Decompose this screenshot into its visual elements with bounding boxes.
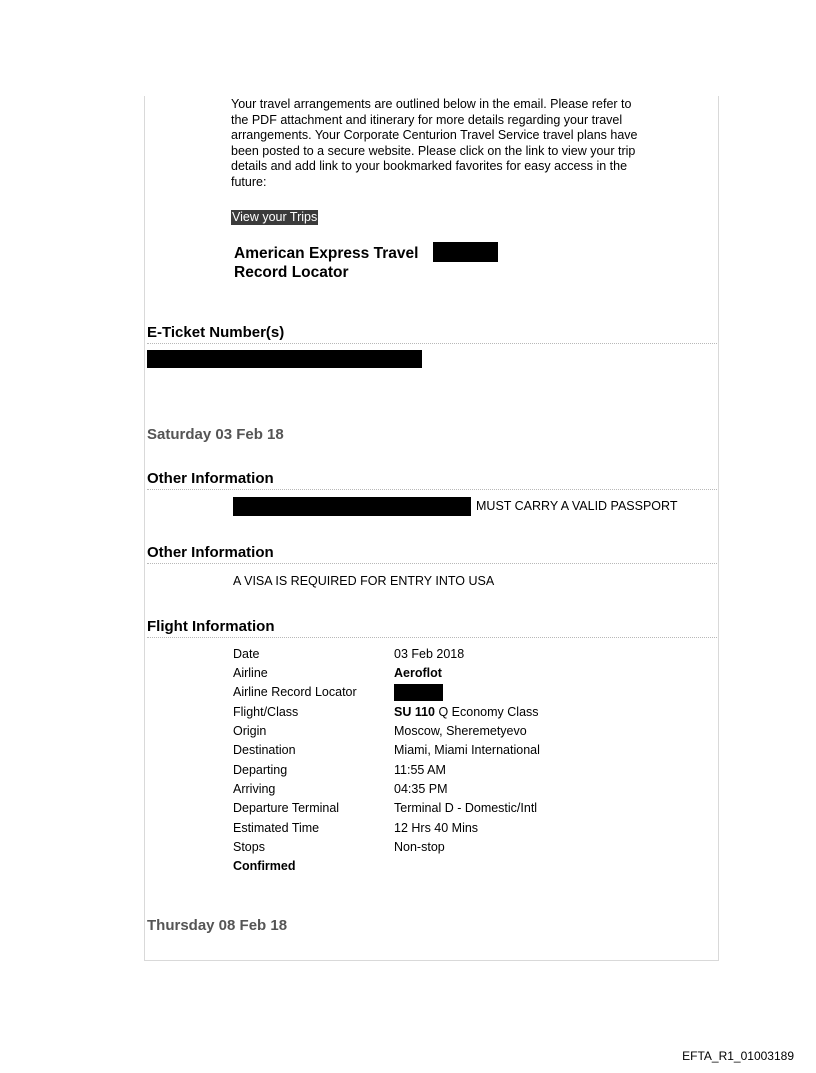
flight-row-value: 11:55 AM [394, 763, 446, 777]
airline-locator-redaction [394, 684, 443, 701]
flight-row-label: Departure Terminal [233, 801, 340, 815]
flight-row-value: Non-stop [394, 840, 445, 854]
flight-row-estimated-time [233, 819, 633, 838]
day-heading-saturday: Saturday 03 Feb 18 [147, 426, 284, 443]
eticket-heading: E-Ticket Number(s) [147, 324, 717, 344]
flight-row-label: Flight/Class [233, 705, 299, 719]
record-locator-redaction [433, 242, 498, 262]
flight-row-departing [233, 761, 633, 780]
flight-row-label: Departing [233, 763, 288, 777]
day-heading-thursday: Thursday 08 Feb 18 [147, 917, 288, 934]
passport-note: MUST CARRY A VALID PASSPORT [476, 499, 678, 513]
view-trips-link[interactable]: View your Trips [232, 210, 318, 224]
flight-row-date [233, 645, 633, 664]
flight-status-label: Confirmed [233, 859, 296, 873]
flight-row-flight-class [233, 703, 633, 722]
flight-row-value [394, 703, 539, 722]
flight-info-heading: Flight Information [147, 618, 717, 638]
record-locator-line2: Record Locator [234, 264, 349, 281]
flight-row-value: Terminal D - Domestic/Intl [394, 801, 538, 815]
flight-row-value: Moscow, Sheremetyevo [394, 724, 527, 738]
visa-note: A VISA IS REQUIRED FOR ENTRY INTO USA [233, 574, 495, 588]
flight-row-value: 04:35 PM [394, 782, 448, 796]
other-info-heading-1: Other Information [147, 470, 717, 490]
flight-row-label: Arriving [233, 782, 276, 796]
document-id: EFTA_R1_01003189 [682, 1049, 794, 1063]
flight-row-label: Airline Record Locator [233, 685, 357, 699]
flight-row-label: Origin [233, 724, 267, 738]
flight-row-destination [233, 741, 633, 760]
flight-row-departure-terminal [233, 799, 633, 818]
flight-row-label: Estimated Time [233, 821, 320, 835]
flight-row-value: Aeroflot [394, 666, 442, 680]
flight-number: SU 110 [394, 705, 436, 719]
flight-row-label: Date [233, 647, 260, 661]
eticket-number-redaction [147, 350, 422, 368]
flight-row-label: Stops [233, 840, 265, 854]
flight-class: Q Economy Class [435, 705, 539, 719]
flight-row-label: Airline [233, 666, 268, 680]
other-info-heading-2: Other Information [147, 544, 717, 564]
flight-row-value: 12 Hrs 40 Mins [394, 821, 479, 835]
intro-paragraph: Your travel arrangements are outlined below in the email. Please refer to the PDF attachment and itinerary for more details regarding your travel arrangements. Your Corporate Centurion Travel Service travel plans have been posted to a secure website. Please click on the link to view your trip details and add link to your bookmarked favorites for easy access in the future: [231, 97, 638, 189]
flight-row-stops [233, 838, 633, 857]
flight-row-arriving [233, 780, 633, 799]
record-locator-label [234, 244, 418, 282]
flight-row-value: Miami, Miami International [394, 743, 540, 757]
passport-note-redaction [233, 497, 471, 516]
record-locator-line1: American Express Travel [234, 245, 419, 262]
flight-row-value: 03 Feb 2018 [394, 647, 465, 661]
flight-row-airline-record-locator [233, 683, 633, 702]
flight-status [233, 857, 633, 876]
flight-row-origin [233, 722, 633, 741]
flight-row-airline [233, 664, 633, 683]
flight-row-label: Destination [233, 743, 296, 757]
